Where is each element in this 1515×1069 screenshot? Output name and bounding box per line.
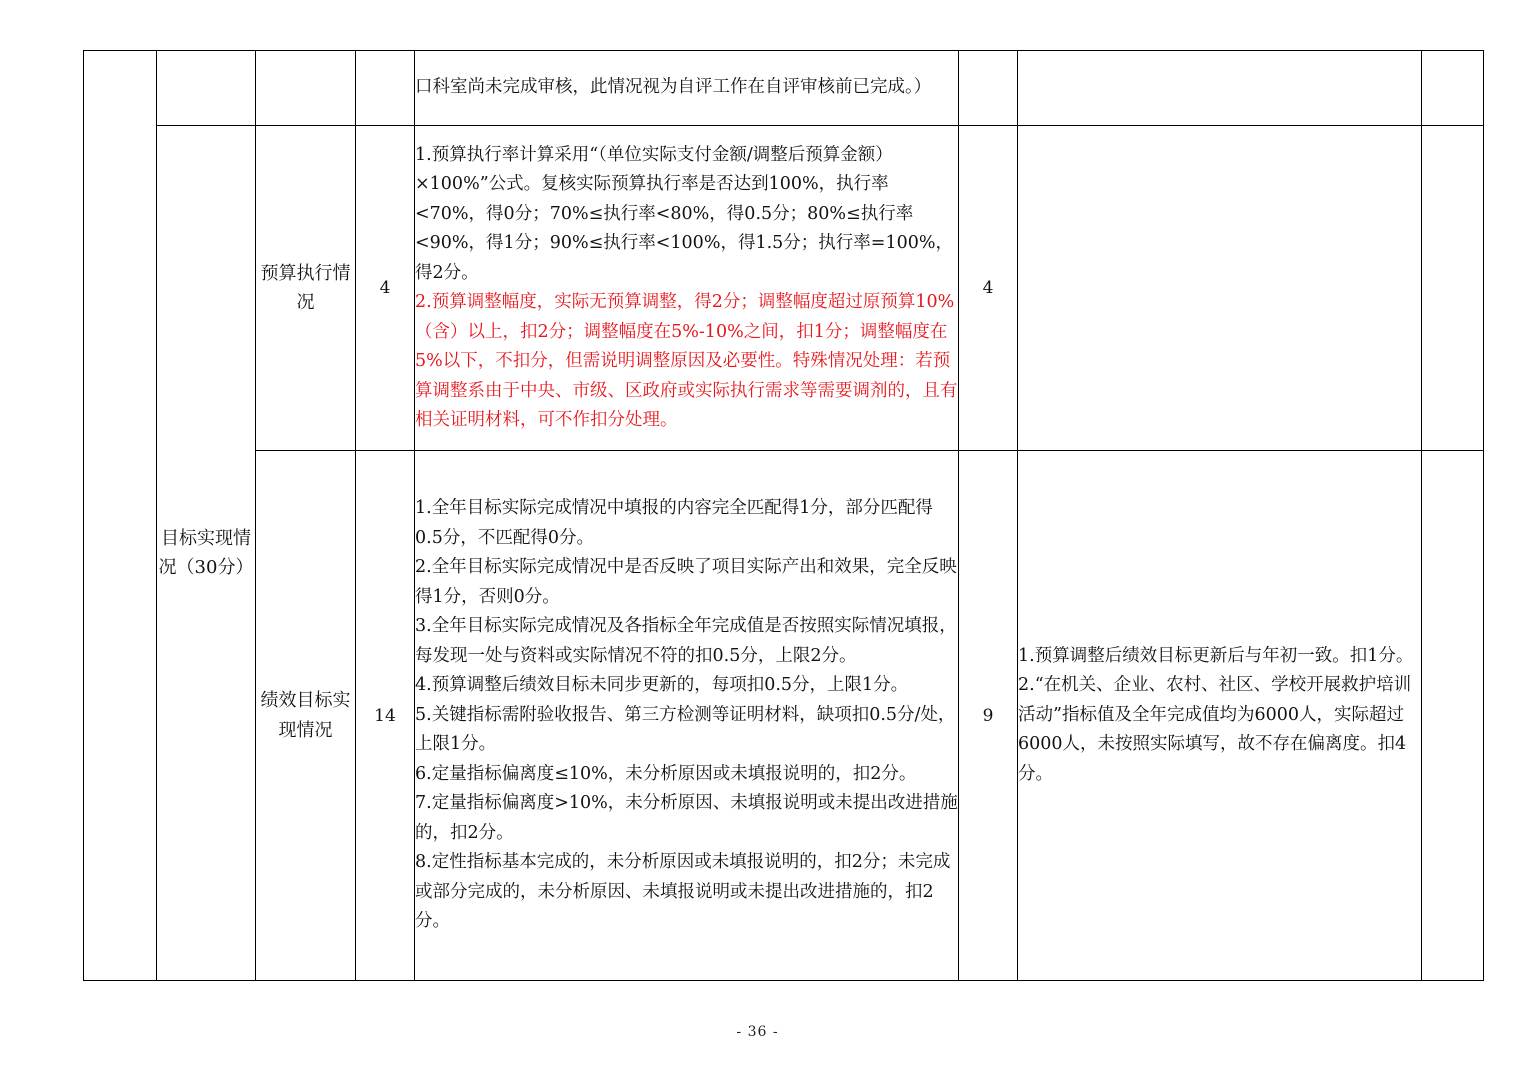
- criteria-item: 4.预算调整后绩效目标未同步更新的，每项扣0.5分，上限1分。: [415, 675, 909, 696]
- points-cell-empty: [356, 51, 415, 126]
- score-cell: [959, 126, 1018, 451]
- table-row: [84, 126, 1484, 451]
- remarks-cell-empty: [1422, 51, 1484, 126]
- criteria-text: 口科室尚未完成审核，此情况视为自评工作在自评审核前已完成。）: [415, 77, 932, 98]
- table-row: [84, 451, 1484, 981]
- criteria-item: 2.全年目标实际完成情况中是否反映了项目实际产出和效果，完全反映得1分，否则0分。: [415, 557, 957, 607]
- indicator-label: 预算执行情况: [260, 262, 351, 313]
- deduction-note: 1.预算调整后绩效目标更新后与年初一致。扣1分。: [1018, 645, 1414, 666]
- notes-cell-empty: [1018, 51, 1422, 126]
- indicator-cell: [256, 451, 356, 981]
- points-value: 14: [374, 705, 396, 726]
- remarks-cell: [1422, 126, 1484, 451]
- indicator-cell: [256, 126, 356, 451]
- category-cell-empty: [157, 51, 256, 126]
- criteria-item: 6.定量指标偏离度≤10%，未分析原因或未填报说明的，扣2分。: [415, 763, 917, 784]
- remarks-cell: [1422, 451, 1484, 981]
- notes-cell: [1018, 451, 1422, 981]
- criteria-item: 3.全年目标实际完成情况及各指标全年完成值是否按照实际情况填报，每发现一处与资料或实际情况不符的扣0.5分，上限2分。: [415, 616, 957, 666]
- criteria-item: 1.预算执行率计算采用“（单位实际支付金额/调整后预算金额）×100%”公式。复核实际预算执行率是否达到100%，执行率<70%，得0分；70%≤执行率<80%，得0.5分；80%≤执行率<90%，得1分；90%≤执行率<100%，得1.5分；执行率=100%，得2分。: [415, 144, 953, 283]
- points-value: 4: [379, 278, 391, 298]
- score-value: 9: [982, 705, 994, 726]
- score-cell: [959, 451, 1018, 981]
- criteria-item: 5.关键指标需附验收报告、第三方检测等证明材料，缺项扣0.5分/处，上限1分。: [415, 704, 956, 755]
- category-label: 目标实现情况（30分）: [158, 527, 254, 578]
- criteria-item-highlight: 2.预算调整幅度，实际无预算调整，得2分；调整幅度超过原预算10%（含）以上，扣2分；调整幅度在5%-10%之间，扣1分；调整幅度在5%以下，不扣分，但需说明调整原因及必要性。特殊情况处理：若预算调整系由于中央、市级、区政府或实际执行需求等需要调剂的，且有相关证明材料，可不作扣分处理。: [415, 292, 958, 430]
- points-cell: [356, 451, 415, 981]
- evaluation-table: [83, 50, 1484, 981]
- points-cell: [356, 126, 415, 451]
- category-cell: [157, 126, 256, 981]
- notes-cell: [1018, 126, 1422, 451]
- criteria-item: 7.定量指标偏离度>10%，未分析原因、未填报说明或未提出改进措施的，扣2分。: [415, 793, 958, 843]
- criteria-item: 1.全年目标实际完成情况中填报的内容完全匹配得1分，部分匹配得0.5分，不匹配得0分。: [415, 498, 933, 548]
- deduction-note: 2.“在机关、企业、农村、社区、学校开展救护培训活动”指标值及全年完成值均为6000人，实际超过6000人，未按照实际填写，故不存在偏离度。扣4分。: [1018, 675, 1412, 784]
- page-number: - 36 -: [736, 1024, 779, 1040]
- criteria-cell: [415, 126, 959, 451]
- indicator-label: 绩效目标实现情况: [260, 690, 351, 741]
- criteria-cell: [415, 451, 959, 981]
- score-cell-empty: [959, 51, 1018, 126]
- table-row: [84, 51, 1484, 126]
- indicator-cell-empty: [256, 51, 356, 126]
- score-value: 4: [982, 278, 994, 298]
- first-column-cell: [84, 51, 157, 981]
- criteria-continuation: [415, 51, 959, 126]
- criteria-item: 8.定性指标基本完成的，未分析原因或未填报说明的，扣2分；未完成或部分完成的，未分析原因、未填报说明或未提出改进措施的，扣2分。: [415, 852, 951, 932]
